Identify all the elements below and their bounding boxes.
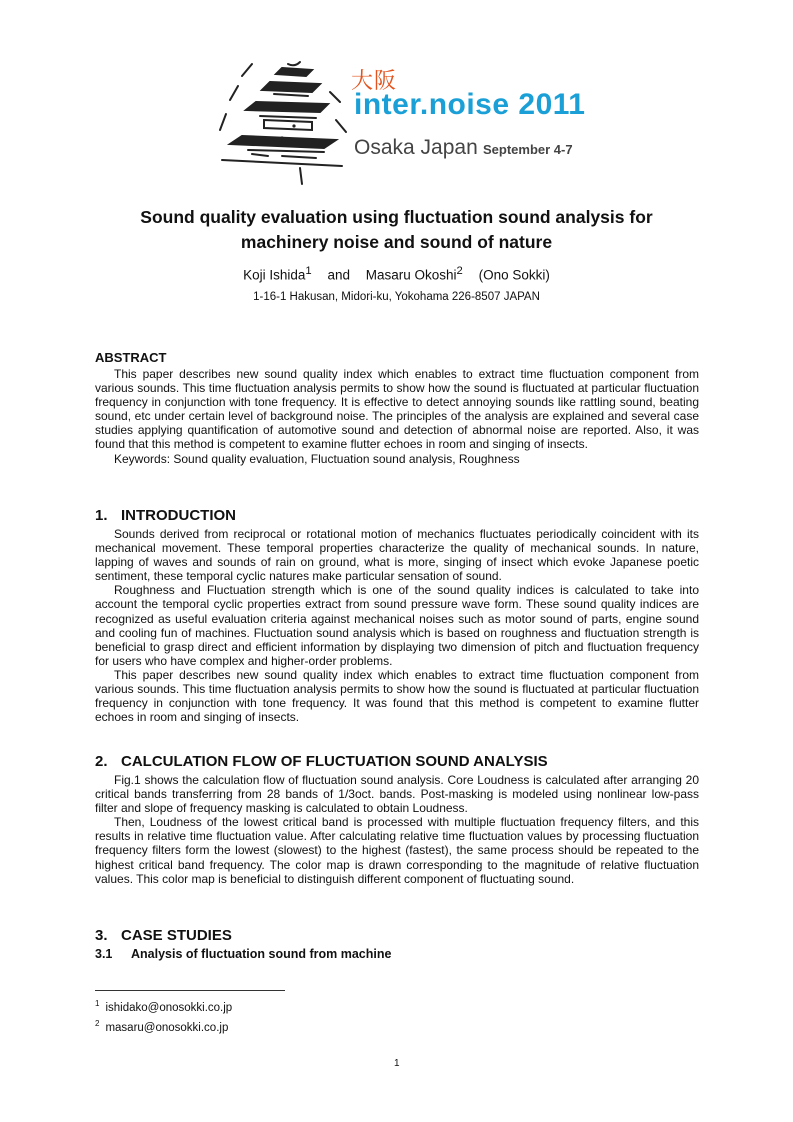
section-heading bbox=[95, 753, 699, 770]
footnote bbox=[95, 996, 232, 1016]
authors-line bbox=[0, 265, 793, 283]
paragraph: Sounds derived from reciprocal or rotational motion of mechanics fluctuates periodically coincident with its mechanical movement. These temporal properties characterize the quality of mechanical sounds. In nature, lapping of waves and sounds of rain on ground, what is more, singing of insect which evoke Japanese poetic sentiment, these temporal cyclic natures make particular sensation of sound. bbox=[95, 527, 699, 584]
footnote-mark: 2 bbox=[95, 1018, 100, 1028]
section-heading bbox=[95, 507, 699, 524]
authors-and: and bbox=[327, 267, 350, 283]
conference-logo bbox=[212, 56, 592, 186]
abstract-text: This paper describes new sound quality index which enables to extract time fluctuation component from various sounds. This time fluctuation analysis permits to show how the sound is fluctuated at particular fluctuation frequency in conjunction with tone frequency. It is effective to detect annoying sounds like rattling sound, beating sound, etc under certain level of background noise. The principles of the analysis are explained and several case studies applying quantification of automotive sound and detection of abnormal noise are reported. Also, it was found that this method is competent to examine flutter echoes in room and singing of insects. bbox=[95, 367, 699, 452]
osaka-castle-icon bbox=[212, 56, 352, 186]
section-case-studies bbox=[95, 927, 699, 961]
title-line-2: machinery noise and sound of nature bbox=[240, 232, 553, 252]
footnote-divider bbox=[95, 990, 285, 991]
footnotes bbox=[95, 996, 232, 1036]
author-1: Koji Ishida bbox=[243, 267, 306, 283]
paragraph: This paper describes new sound quality index which enables to extract time fluctuation component from various sounds. This time fluctuation analysis permits to show how the sound is fluctuated at particular fluctuation frequency in conjunction with tone frequency. It was found that this method is competent to examine flutter echoes in room and singing of insects. bbox=[95, 667, 699, 725]
title-line-1: Sound quality evaluation using fluctuation sound analysis for bbox=[140, 207, 653, 227]
abstract-heading: ABSTRACT bbox=[95, 350, 167, 365]
section-number: 1. bbox=[95, 507, 108, 524]
logo-city: Osaka Japan bbox=[354, 136, 478, 159]
logo-dates: September 4-7 bbox=[483, 142, 573, 157]
subsection-number: 3.1 bbox=[95, 947, 113, 961]
page-number: 1 bbox=[394, 1058, 400, 1069]
footnote-mark: 1 bbox=[95, 999, 100, 1008]
footnote bbox=[95, 1016, 232, 1036]
section-introduction bbox=[95, 507, 699, 724]
paragraph: Then, Loudness of the lowest critical band is processed with multiple fluctuation frequency filters, and this results in relative time fluctuation value. After calculating relative time fluctuation values by processing fluctuation frequency filters form the lowest (slowest) to the highest (fastest), the same process should be repeated to the highest critical band frequency. The color map is drawn corresponding to the magnitude of relative fluctuation values. This color map is beneficial to distinguish different component of fluctuating sound. bbox=[95, 815, 699, 886]
subsection-heading bbox=[95, 947, 699, 961]
affiliation: 1-16-1 Hakusan, Midori-ku, Yokohama 226-8507 JAPAN bbox=[253, 291, 540, 303]
section-number: 3. bbox=[95, 927, 108, 944]
logo-event-name: inter.noise 2011 bbox=[354, 88, 586, 121]
section-heading bbox=[95, 927, 699, 944]
abstract-section bbox=[95, 350, 699, 466]
section-title: CALCULATION FLOW OF FLUCTUATION SOUND ANALYSIS bbox=[121, 753, 548, 770]
section-number: 2. bbox=[95, 753, 108, 770]
paragraph: Roughness and Fluctuation strength which is one of the sound quality indices is calculated to take into account the temporal cyclic properties extract from sound pressure wave form. These sound quality indices are recognized as useful evaluation criteria against mechanical noises such as motor sound of parts, engine sound and cooling fun of machines. Fluctuation sound analysis which is based on roughness and fluctuation strength is beneficial to grasp direct and efficient information by displaying two dimension of pitch and fluctuation frequency for users who have complex and higher-order problems. bbox=[95, 583, 699, 668]
section-title: CASE STUDIES bbox=[121, 927, 232, 944]
paragraph: Fig.1 shows the calculation flow of fluctuation sound analysis. Core Loudness is calculated after arranging 20 critical bands transferring from 28 bands of 1/3oct. bands. Post-masking is modeled using nonlinear low-pass filter and slope of frequency masking is calculated to obtain Loudness. bbox=[95, 773, 699, 816]
section-title: INTRODUCTION bbox=[121, 507, 236, 524]
section-calculation-flow bbox=[95, 753, 699, 886]
paper-title bbox=[60, 205, 733, 255]
author-1-mark: 1 bbox=[305, 265, 312, 277]
author-organization: (Ono Sokki) bbox=[478, 267, 550, 283]
subsection-title: Analysis of fluctuation sound from machine bbox=[131, 947, 392, 961]
keywords: Keywords: Sound quality evaluation, Fluctuation sound analysis, Roughness bbox=[114, 451, 520, 466]
footnote-text: ishidako@onosokki.co.jp bbox=[105, 1001, 233, 1014]
logo-kanji: 大阪 bbox=[351, 69, 398, 94]
footnote-text: masaru@onosokki.co.jp bbox=[105, 1021, 229, 1034]
author-2: Masaru Okoshi bbox=[365, 267, 457, 283]
author-2-mark: 2 bbox=[456, 265, 463, 277]
